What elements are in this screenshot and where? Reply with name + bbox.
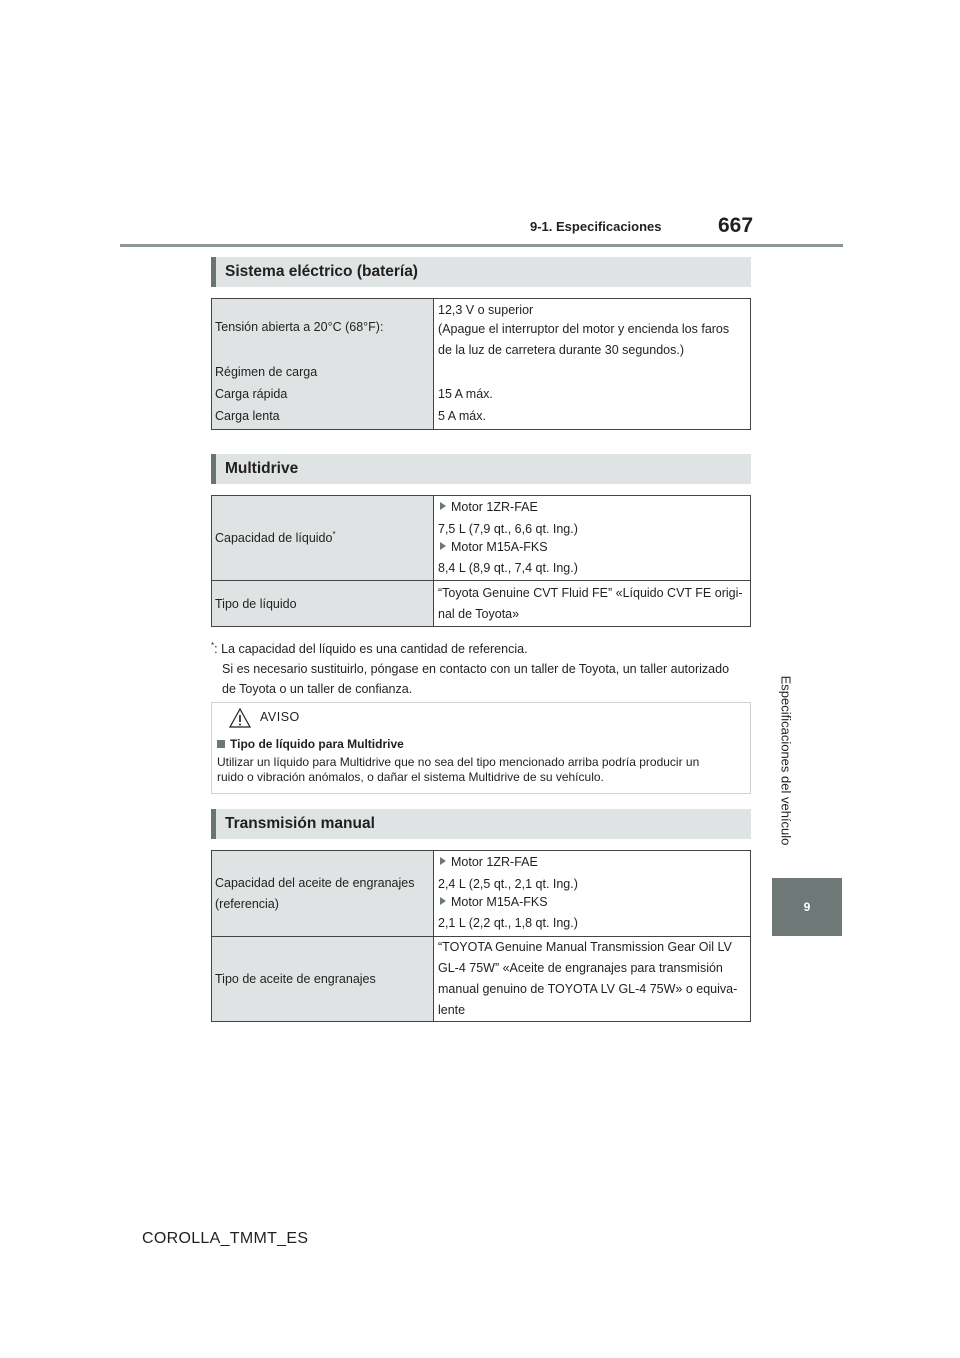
multidrive-heading: Multidrive bbox=[211, 454, 751, 484]
battery-value-cell bbox=[434, 299, 751, 430]
arrow-right-icon bbox=[440, 857, 446, 865]
multidrive-table bbox=[211, 495, 751, 627]
fluid-capacity-value bbox=[434, 496, 751, 581]
table-row bbox=[212, 496, 751, 581]
warning-subtitle: Tipo de líquido para Multidrive bbox=[217, 737, 404, 751]
oil-capacity-value bbox=[434, 851, 751, 937]
arrow-right-icon bbox=[440, 542, 446, 550]
table-row bbox=[212, 299, 751, 430]
voltage-label: Tensión abierta a 20°C (68°F): bbox=[215, 319, 384, 334]
engine-1zr-label: Motor 1ZR-FAE bbox=[451, 499, 538, 514]
section-title: 9-1. Especificaciones bbox=[530, 219, 662, 234]
battery-heading: Sistema eléctrico (batería) bbox=[211, 257, 751, 287]
page-number: 667 bbox=[718, 214, 754, 237]
fluid-type-label: Tipo de líquido bbox=[212, 581, 434, 627]
fluid-capacity-label: Capacidad de líquido* bbox=[212, 496, 434, 581]
fast-charge-value: 15 A máx. bbox=[438, 387, 493, 401]
manual-table bbox=[211, 850, 751, 1022]
oil-type-value: “TOYOTA Genuine Manual Transmission Gear Oil LV GL-4 75W” «Aceite de engranajes para transmisión manual genuino de TOYOTA LV GL-4 75W» o equiva- lente bbox=[434, 937, 751, 1022]
battery-label-cell bbox=[212, 299, 434, 430]
slow-charge-label: Carga lenta bbox=[215, 408, 280, 423]
battery-table bbox=[211, 298, 751, 430]
arrow-right-icon bbox=[440, 502, 446, 510]
chapter-tab[interactable]: 9 bbox=[772, 878, 842, 936]
warning-body: Utilizar un líquido para Multidrive que no sea del tipo mencionado arriba podría producir un ruido o vibración anómalos, o dañar el sistema Multidrive de su vehículo. bbox=[217, 755, 700, 784]
slow-charge-value: 5 A máx. bbox=[438, 409, 486, 423]
header-divider bbox=[120, 244, 843, 247]
engine-1zr-label: Motor 1ZR-FAE bbox=[451, 855, 538, 869]
table-row bbox=[212, 937, 751, 1022]
oil-type-label: Tipo de aceite de engranajes bbox=[212, 937, 434, 1022]
footnote: *: La capacidad del líquido es una cantidad de referencia. Si es necesario sustituirlo, póngase en contacto con un taller de Toyota, un taller autorizado de Toyota o un taller de confianza. bbox=[211, 641, 730, 697]
engine-1zr-value: 7,5 L (7,9 qt., 6,6 qt. Ing.) bbox=[438, 521, 578, 536]
fluid-type-value: “Toyota Genuine CVT Fluid FE” «Líquido CVT FE origi- nal de Toyota» bbox=[434, 581, 751, 627]
warning-box bbox=[211, 702, 751, 794]
side-chapter-label: Especificaciones del vehículo bbox=[778, 675, 794, 845]
engine-m15a-value: 2,1 L (2,2 qt., 1,8 qt. Ing.) bbox=[438, 916, 578, 930]
table-row bbox=[212, 851, 751, 937]
warning-title: AVISO bbox=[260, 710, 300, 724]
voltage-value: 12,3 V o superior bbox=[438, 303, 534, 317]
manual-heading: Transmisión manual bbox=[211, 809, 751, 839]
engine-m15a-label: Motor M15A-FKS bbox=[451, 895, 548, 909]
voltage-note-line-2: de la luz de carretera durante 30 segundos.) bbox=[438, 343, 684, 357]
square-bullet-icon bbox=[217, 740, 225, 748]
charge-rate-label: Régimen de carga bbox=[215, 364, 318, 379]
warning-triangle-icon bbox=[228, 707, 252, 729]
engine-m15a-label: Motor M15A-FKS bbox=[451, 539, 548, 554]
engine-m15a-value: 8,4 L (8,9 qt., 7,4 qt. Ing.) bbox=[438, 560, 578, 575]
engine-1zr-value: 2,4 L (2,5 qt., 2,1 qt. Ing.) bbox=[438, 877, 578, 891]
voltage-note-line-1: (Apague el interruptor del motor y encienda los faros bbox=[438, 322, 730, 336]
oil-capacity-label: Capacidad del aceite de engranajes (referencia) bbox=[212, 851, 434, 937]
fast-charge-label: Carga rápida bbox=[215, 386, 288, 401]
arrow-right-icon bbox=[440, 897, 446, 905]
document-code: COROLLA_TMMT_ES bbox=[142, 1230, 309, 1247]
table-row bbox=[212, 581, 751, 627]
